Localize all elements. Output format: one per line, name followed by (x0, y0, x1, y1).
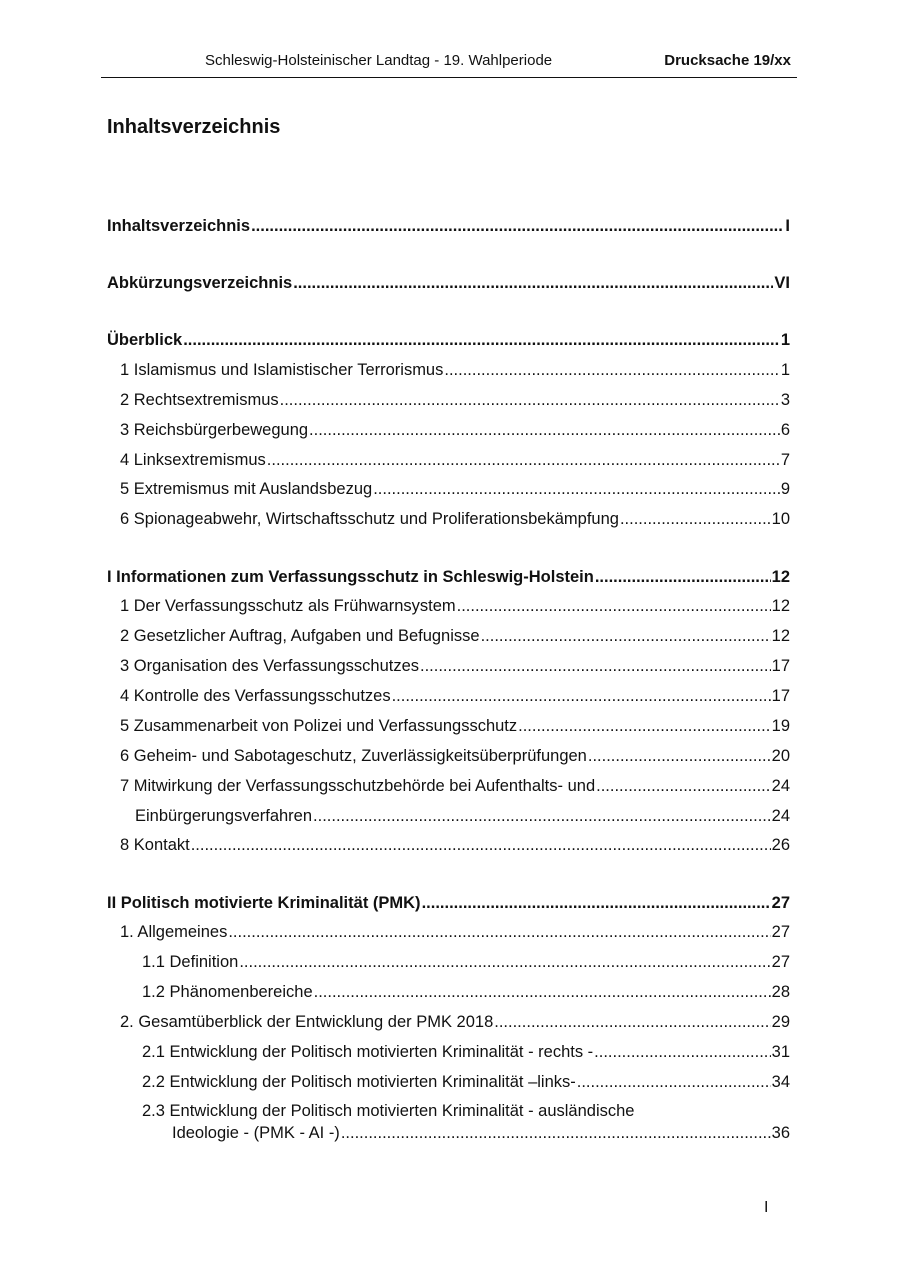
toc-page-number: 9 (780, 480, 790, 498)
toc-page-number: 12 (771, 568, 790, 586)
toc-entry[interactable] (120, 389, 790, 411)
leader-dots (577, 1071, 771, 1093)
leader-dots (314, 981, 771, 1003)
toc-page-number: 24 (771, 807, 790, 825)
toc-page-number: 1 (780, 331, 790, 349)
toc-entry[interactable] (142, 981, 790, 1003)
toc-page-number: 27 (771, 923, 790, 941)
toc-entry[interactable] (120, 508, 790, 530)
leader-dots (267, 449, 780, 471)
toc-entry[interactable] (120, 419, 790, 441)
toc-entry[interactable] (120, 625, 790, 647)
toc-entry[interactable] (120, 715, 790, 737)
leader-dots (280, 389, 780, 411)
toc-page-number: 10 (771, 510, 790, 528)
toc-entry-text: 1 Islamismus und Islamistischer Terrorismus (120, 361, 444, 379)
toc-entry-text: 6 Geheim- und Sabotageschutz, Zuverlässigkeitsüberprüfungen (120, 747, 587, 765)
toc-entry-text: Einbürgerungsverfahren (135, 807, 313, 825)
leader-dots (444, 359, 779, 381)
toc-page-number: 27 (771, 953, 790, 971)
toc-entry-text: 5 Extremismus mit Auslandsbezug (120, 480, 373, 498)
toc-page-number: 17 (771, 687, 790, 705)
toc-entry-text: 6 Spionageabwehr, Wirtschaftsschutz und Proliferationsbekämpfung (120, 510, 619, 528)
toc-entry[interactable] (135, 805, 790, 827)
toc-entry-text: 2.2 Entwicklung der Politisch motivierten Kriminalität –links- (142, 1073, 576, 1091)
leader-dots (494, 1011, 770, 1033)
toc-entry-ueberblick[interactable] (107, 329, 790, 351)
toc-page-number: I (785, 217, 790, 235)
toc-entry-text: 2. Gesamtüberblick der Entwicklung der PMK 2018 (120, 1013, 494, 1031)
toc-entry[interactable] (120, 921, 790, 943)
toc-entry[interactable] (120, 1011, 790, 1033)
toc-entry[interactable] (120, 745, 790, 767)
toc-entry-wrapped-first-line[interactable] (142, 1100, 634, 1122)
toc-entry-text: 8 Kontakt (120, 836, 190, 854)
toc-entry-text: I Informationen zum Verfassungsschutz in Schleswig-Holstein (107, 568, 594, 586)
leader-dots (293, 272, 773, 294)
leader-dots (518, 715, 771, 737)
toc-entry-text: 5 Zusammenarbeit von Polizei und Verfassungsschutz (120, 717, 518, 735)
toc-entry-text: 4 Kontrolle des Verfassungsschutzes (120, 687, 391, 705)
toc-entry[interactable] (142, 1041, 790, 1063)
leader-dots (373, 478, 780, 500)
document-number: Drucksache 19/xx (664, 52, 791, 69)
toc-entry-informationen[interactable] (107, 566, 790, 588)
toc-entry[interactable] (120, 685, 790, 707)
leader-dots (309, 419, 780, 441)
leader-dots (251, 215, 784, 237)
toc-entry-text: 3 Organisation des Verfassungsschutzes (120, 657, 420, 675)
leader-dots (596, 775, 771, 797)
toc-entry-text: 2 Gesetzlicher Auftrag, Aufgaben und Befugnisse (120, 627, 480, 645)
toc-entry-text: Überblick (107, 331, 183, 349)
toc-entry-text: 1. Allgemeines (120, 923, 228, 941)
toc-entry-pmk[interactable] (107, 892, 790, 914)
leader-dots (595, 566, 771, 588)
leader-dots (457, 595, 771, 617)
running-header (101, 52, 797, 74)
toc-entry[interactable] (120, 359, 790, 381)
toc-entry-text: 1.1 Definition (142, 953, 239, 971)
toc-page-number: 12 (771, 597, 790, 615)
toc-entry[interactable] (120, 655, 790, 677)
toc-page-number: 20 (771, 747, 790, 765)
leader-dots (191, 834, 771, 856)
toc-entry-wrapped-second-line[interactable] (172, 1122, 790, 1144)
toc-page-number: 6 (780, 421, 790, 439)
toc-entry-inhaltsverzeichnis[interactable] (107, 215, 790, 237)
toc-page-number: 31 (771, 1043, 790, 1061)
leader-dots (239, 951, 770, 973)
toc-page-number: 19 (771, 717, 790, 735)
leader-dots (481, 625, 771, 647)
header-divider (101, 77, 797, 78)
toc-page-number: 28 (771, 983, 790, 1001)
toc-entry-text: 2 Rechtsextremismus (120, 391, 279, 409)
toc-entry[interactable] (120, 834, 790, 856)
leader-dots (594, 1041, 770, 1063)
toc-entry[interactable] (142, 1071, 790, 1093)
toc-entry-text: Inhaltsverzeichnis (107, 217, 251, 235)
toc-page-number: 29 (771, 1013, 790, 1031)
leader-dots (392, 685, 771, 707)
toc-page-number: 12 (771, 627, 790, 645)
toc-page-number: 36 (771, 1124, 790, 1142)
toc-page-number: 26 (771, 836, 790, 854)
toc-entry-text: Ideologie - (PMK - AI -) (172, 1124, 340, 1142)
toc-entry-text: 1 Der Verfassungsschutz als Frühwarnsystem (120, 597, 456, 615)
leader-dots (183, 329, 780, 351)
toc-entry-text: 2.3 Entwicklung der Politisch motivierten Kriminalität - ausländische (142, 1102, 635, 1120)
leader-dots (422, 892, 771, 914)
toc-page-number: 1 (780, 361, 790, 379)
leader-dots (420, 655, 771, 677)
page-title: Inhaltsverzeichnis (107, 116, 281, 138)
leader-dots (313, 805, 771, 827)
toc-page-number: 17 (771, 657, 790, 675)
toc-page-number: 34 (771, 1073, 790, 1091)
toc-entry-text: 7 Mitwirkung der Verfassungsschutzbehörde bei Aufenthalts- und (120, 777, 596, 795)
toc-page-number: 24 (771, 777, 790, 795)
toc-page-number: 3 (780, 391, 790, 409)
toc-page-number: 27 (771, 894, 790, 912)
toc-entry-text: 1.2 Phänomenbereiche (142, 983, 313, 1001)
leader-dots (588, 745, 771, 767)
toc-entry[interactable] (120, 449, 790, 471)
toc-entry-abkuerzungsverzeichnis[interactable] (107, 272, 790, 294)
toc-entry-text: 4 Linksextremismus (120, 451, 266, 469)
toc-entry[interactable] (120, 595, 790, 617)
leader-dots (620, 508, 771, 530)
header-title: Schleswig-Holsteinischer Landtag - 19. Wahlperiode (205, 52, 553, 69)
leader-dots (341, 1122, 771, 1144)
toc-entry-text: Abkürzungsverzeichnis (107, 274, 293, 292)
toc-entry-text: 3 Reichsbürgerbewegung (120, 421, 309, 439)
toc-page-number: VI (774, 274, 790, 292)
toc-entry-text: II Politisch motivierte Kriminalität (PMK) (107, 894, 421, 912)
toc-entry[interactable] (120, 775, 790, 797)
toc-entry-text: 2.1 Entwicklung der Politisch motivierten Kriminalität - rechts - (142, 1043, 594, 1061)
toc-page-number: 7 (780, 451, 790, 469)
page-number: I (764, 1199, 769, 1216)
leader-dots (228, 921, 770, 943)
toc-entry[interactable] (120, 478, 790, 500)
toc-entry[interactable] (142, 951, 790, 973)
